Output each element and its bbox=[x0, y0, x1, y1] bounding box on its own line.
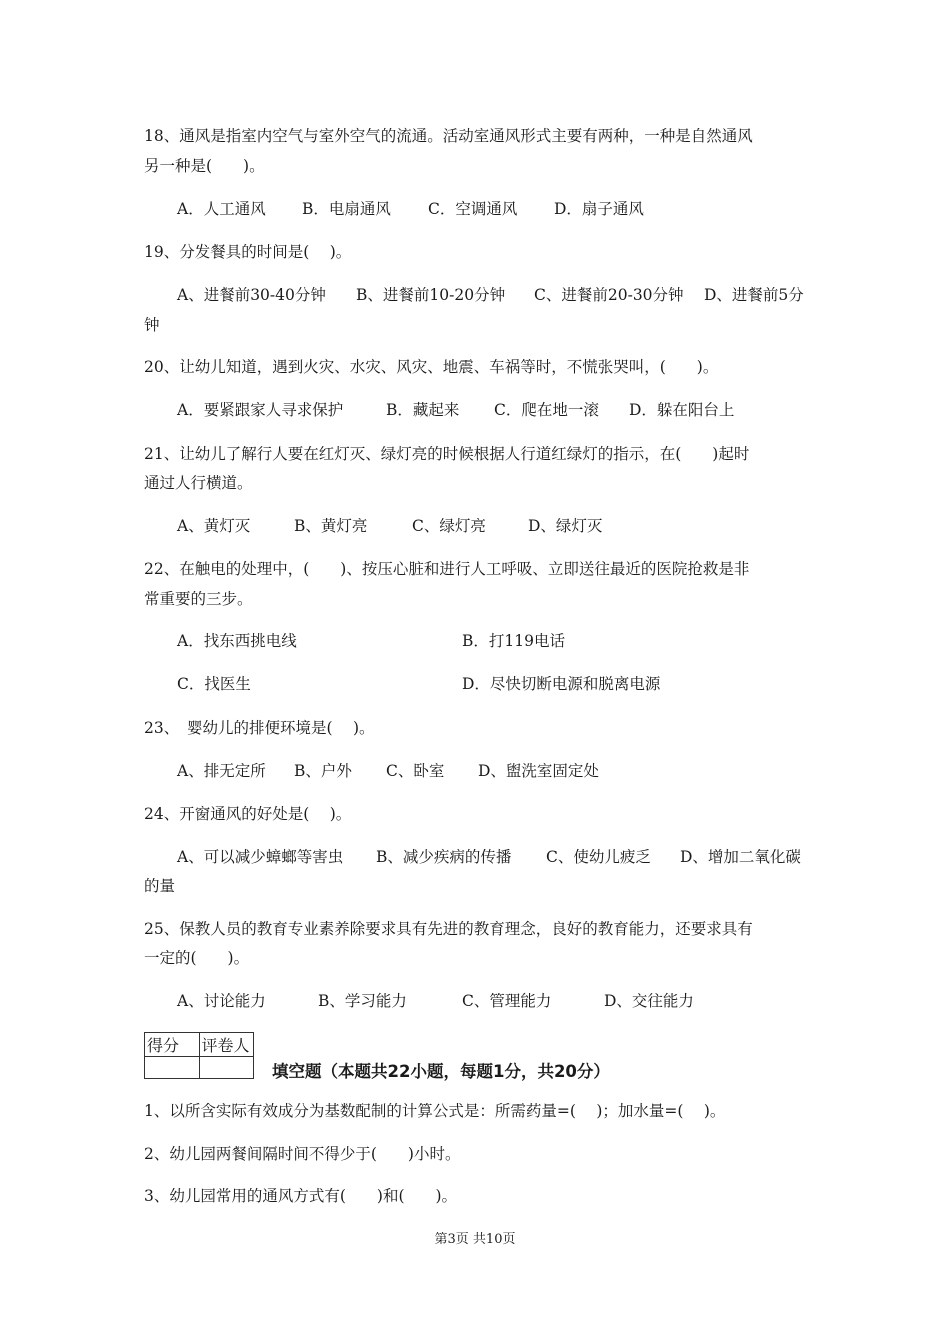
q18-option-d: D．扇子通风 bbox=[554, 200, 644, 218]
q23-option-a: A、排无定所 bbox=[177, 762, 266, 780]
fill-question-3: 3、幼儿园常用的通风方式有( )和( )。 bbox=[144, 1187, 458, 1205]
q18-line2: 另一种是( )。 bbox=[144, 157, 265, 175]
q21-option-b: B、黄灯亮 bbox=[294, 517, 368, 535]
q19-option-a: A、进餐前30-40分钟 bbox=[177, 286, 326, 304]
q21-option-c: C、绿灯亮 bbox=[412, 517, 486, 535]
q24-wrap: 的量 bbox=[144, 877, 176, 895]
q22-option-b: B．打119电话 bbox=[462, 632, 565, 650]
q22-line2: 常重要的三步。 bbox=[144, 590, 253, 608]
q25-line1: 25、保教人员的教育专业素养除要求具有先进的教育理念，良好的教育能力，还要求具有 bbox=[144, 920, 753, 938]
fill-question-2: 2、幼儿园两餐间隔时间不得少于( )小时。 bbox=[144, 1145, 461, 1163]
q21-line2: 通过人行横道。 bbox=[144, 474, 253, 492]
q19-option-d: D、进餐前5分 bbox=[704, 286, 804, 304]
q25-option-b: B、学习能力 bbox=[318, 992, 407, 1010]
q23-option-c: C、卧室 bbox=[386, 762, 445, 780]
q20-option-c: C．爬在地一滚 bbox=[494, 401, 599, 419]
q20-option-a: A．要紧跟家人寻求保护 bbox=[177, 401, 344, 419]
q25-line2: 一定的( )。 bbox=[144, 949, 250, 967]
q24-option-d: D、增加二氧化碳 bbox=[680, 848, 801, 866]
q24-option-c: C、使幼儿疲乏 bbox=[546, 848, 651, 866]
q25-option-d: D、交往能力 bbox=[604, 992, 694, 1010]
score-table bbox=[144, 1032, 254, 1079]
q20-option-d: D．躲在阳台上 bbox=[629, 401, 735, 419]
q19-line1: 19、分发餐具的时间是( )。 bbox=[144, 243, 352, 261]
q24-option-b: B、减少疾病的传播 bbox=[376, 848, 512, 866]
q23-option-b: B、户外 bbox=[294, 762, 352, 780]
q18-line1: 18、通风是指室内空气与室外空气的流通。活动室通风形式主要有两种，一种是自然通风 bbox=[144, 127, 753, 145]
score-label: 得分 bbox=[145, 1033, 200, 1057]
score-cell bbox=[145, 1057, 200, 1079]
q23-line1: 23、 婴幼儿的排便环境是( )。 bbox=[144, 719, 375, 737]
q25-option-a: A、讨论能力 bbox=[177, 992, 266, 1010]
fill-question-1: 1、以所含实际有效成分为基数配制的计算公式是：所需药量=( )；加水量=( )。 bbox=[144, 1102, 726, 1120]
q23-option-d: D、盥洗室固定处 bbox=[478, 762, 599, 780]
q18-option-a: A．人工通风 bbox=[177, 200, 266, 218]
q19-wrap: 钟 bbox=[144, 316, 160, 334]
q21-line1: 21、让幼儿了解行人要在红灯灭、绿灯亮的时候根据人行道红绿灯的指示，在( )起时 bbox=[144, 445, 750, 463]
q24-line1: 24、开窗通风的好处是( )。 bbox=[144, 805, 352, 823]
q21-option-a: A、黄灯灭 bbox=[177, 517, 251, 535]
q21-option-d: D、绿灯灭 bbox=[528, 517, 603, 535]
q18-option-b: B．电扇通风 bbox=[302, 200, 391, 218]
q20-line1: 20、让幼儿知道，遇到火灾、水灾、风灾、地震、车祸等时，不慌张哭叫，( )。 bbox=[144, 358, 719, 376]
page-footer: 第3页 共10页 bbox=[434, 1232, 516, 1247]
grader-cell bbox=[199, 1057, 254, 1079]
q22-line1: 22、在触电的处理中，( )、按压心脏和进行人工呼吸、立即送往最近的医院抢救是非 bbox=[144, 560, 750, 578]
q20-option-b: B．藏起来 bbox=[386, 401, 460, 419]
q22-option-c: C．找医生 bbox=[177, 675, 251, 693]
section-title: 填空题（本题共22小题，每题1分，共20分） bbox=[272, 1062, 610, 1081]
q18-option-c: C．空调通风 bbox=[428, 200, 518, 218]
q24-option-a: A、可以减少蟑螂等害虫 bbox=[177, 848, 344, 866]
grader-label: 评卷人 bbox=[199, 1033, 254, 1057]
q25-option-c: C、管理能力 bbox=[462, 992, 552, 1010]
q22-option-a: A．找东西挑电线 bbox=[177, 632, 297, 650]
q19-option-c: C、进餐前20-30分钟 bbox=[534, 286, 684, 304]
q19-option-b: B、进餐前10-20分钟 bbox=[356, 286, 506, 304]
q22-option-d: D．尽快切断电源和脱离电源 bbox=[462, 675, 661, 693]
